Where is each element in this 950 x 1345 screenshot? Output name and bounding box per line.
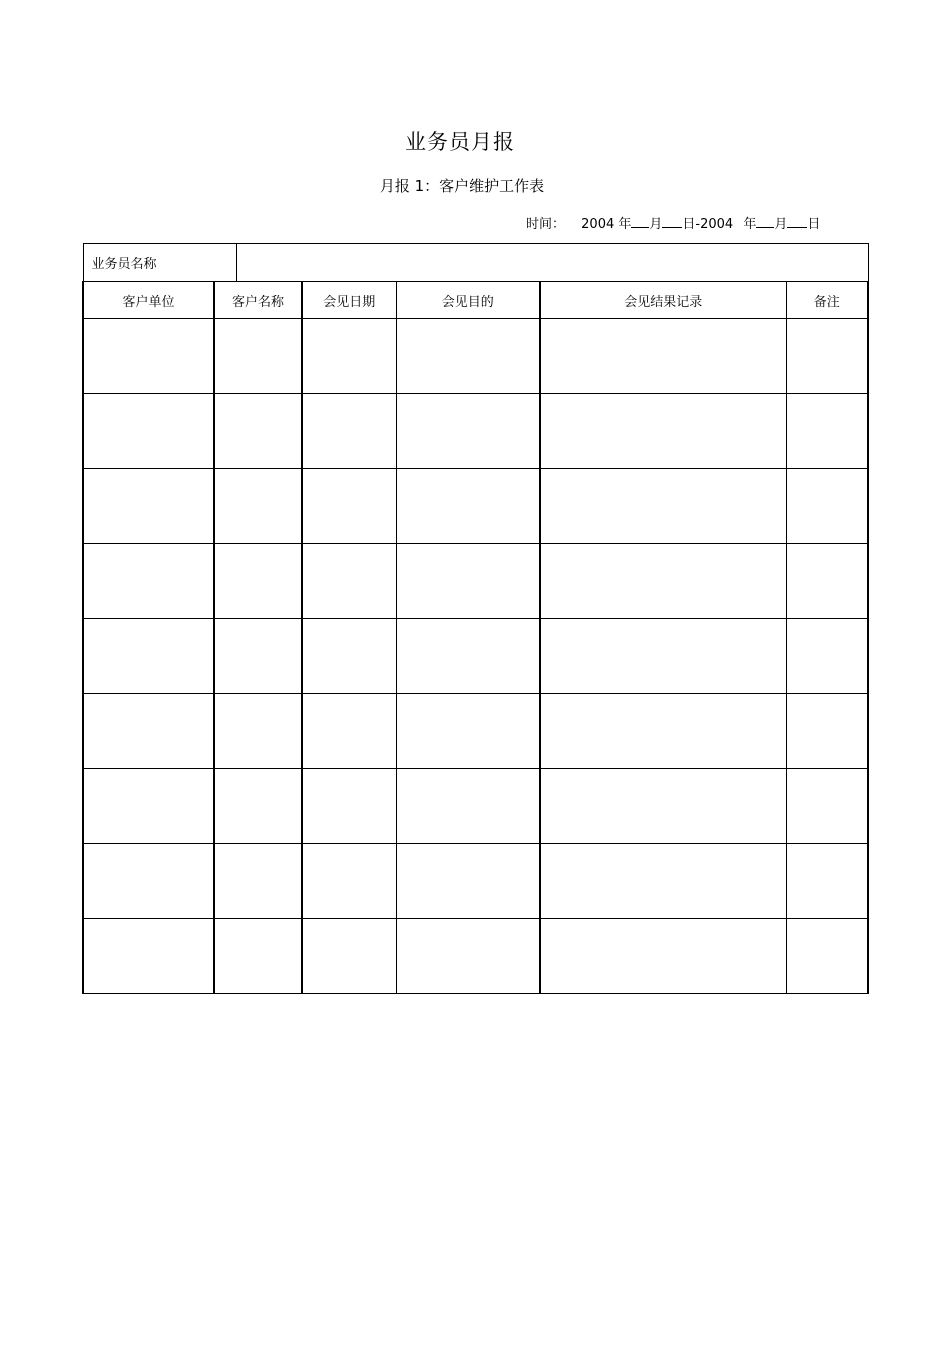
remarks-cell[interactable] bbox=[786, 544, 868, 619]
meeting-purpose-cell[interactable] bbox=[396, 319, 540, 394]
start-year: 2004 年 bbox=[581, 217, 632, 232]
customer-unit-cell[interactable] bbox=[83, 319, 214, 394]
date-range bbox=[526, 213, 820, 232]
customer-maintenance-table bbox=[82, 243, 869, 994]
page-subtitle: 月报 1：客户维护工作表 bbox=[379, 177, 545, 195]
meeting-date-cell[interactable] bbox=[302, 769, 396, 844]
meeting-date-cell[interactable] bbox=[302, 919, 396, 994]
customer-name-cell[interactable] bbox=[214, 544, 302, 619]
customer-name-cell[interactable] bbox=[214, 844, 302, 919]
remarks-cell[interactable] bbox=[786, 694, 868, 769]
table-row bbox=[83, 319, 868, 394]
customer-unit-cell[interactable] bbox=[83, 694, 214, 769]
table-row bbox=[83, 844, 868, 919]
table-row bbox=[83, 469, 868, 544]
customer-name-cell[interactable] bbox=[214, 769, 302, 844]
meeting-date-cell[interactable] bbox=[302, 544, 396, 619]
end-month-label: 月 bbox=[774, 217, 788, 232]
meeting-date-cell[interactable] bbox=[302, 694, 396, 769]
meeting-purpose-cell[interactable] bbox=[396, 544, 540, 619]
end-month-blank[interactable] bbox=[756, 215, 774, 228]
meeting-result-cell[interactable] bbox=[540, 694, 786, 769]
end-day-blank[interactable] bbox=[787, 215, 807, 228]
col-header-customer-name: 客户名称 bbox=[214, 282, 302, 319]
salesperson-field[interactable] bbox=[236, 244, 868, 282]
meeting-result-cell[interactable] bbox=[540, 469, 786, 544]
table-row bbox=[83, 694, 868, 769]
end-day-label: 日 bbox=[807, 217, 821, 232]
meeting-date-cell[interactable] bbox=[302, 619, 396, 694]
meeting-result-cell[interactable] bbox=[540, 544, 786, 619]
remarks-cell[interactable] bbox=[786, 469, 868, 544]
meeting-purpose-cell[interactable] bbox=[396, 394, 540, 469]
customer-unit-cell[interactable] bbox=[83, 544, 214, 619]
col-header-customer-unit: 客户单位 bbox=[83, 282, 214, 319]
col-header-remarks: 备注 bbox=[786, 282, 868, 319]
meeting-result-cell[interactable] bbox=[540, 844, 786, 919]
salesperson-label: 业务员名称 bbox=[83, 244, 236, 282]
meeting-purpose-cell[interactable] bbox=[396, 469, 540, 544]
meeting-purpose-cell[interactable] bbox=[396, 694, 540, 769]
customer-unit-cell[interactable] bbox=[83, 844, 214, 919]
remarks-cell[interactable] bbox=[786, 769, 868, 844]
meeting-result-cell[interactable] bbox=[540, 319, 786, 394]
customer-name-cell[interactable] bbox=[214, 919, 302, 994]
start-day-blank[interactable] bbox=[662, 215, 682, 228]
customer-name-cell[interactable] bbox=[214, 394, 302, 469]
table-row bbox=[83, 394, 868, 469]
col-header-meeting-purpose: 会见目的 bbox=[396, 282, 540, 319]
meeting-result-cell[interactable] bbox=[540, 619, 786, 694]
header-row bbox=[83, 282, 868, 319]
customer-unit-cell[interactable] bbox=[83, 769, 214, 844]
meeting-date-cell[interactable] bbox=[302, 319, 396, 394]
meeting-result-cell[interactable] bbox=[540, 394, 786, 469]
customer-unit-cell[interactable] bbox=[83, 919, 214, 994]
table-row bbox=[83, 544, 868, 619]
date-label: 时间： bbox=[526, 217, 566, 232]
customer-unit-cell[interactable] bbox=[83, 469, 214, 544]
customer-name-cell[interactable] bbox=[214, 319, 302, 394]
table-row bbox=[83, 919, 868, 994]
customer-name-cell[interactable] bbox=[214, 619, 302, 694]
meeting-result-cell[interactable] bbox=[540, 919, 786, 994]
remarks-cell[interactable] bbox=[786, 394, 868, 469]
meeting-result-cell[interactable] bbox=[540, 769, 786, 844]
remarks-cell[interactable] bbox=[786, 619, 868, 694]
customer-unit-cell[interactable] bbox=[83, 619, 214, 694]
remarks-cell[interactable] bbox=[786, 319, 868, 394]
customer-name-cell[interactable] bbox=[214, 694, 302, 769]
meeting-purpose-cell[interactable] bbox=[396, 619, 540, 694]
salesperson-row bbox=[83, 244, 868, 282]
remarks-cell[interactable] bbox=[786, 844, 868, 919]
meeting-purpose-cell[interactable] bbox=[396, 844, 540, 919]
col-header-meeting-result: 会见结果记录 bbox=[540, 282, 786, 319]
col-header-meeting-date: 会见日期 bbox=[302, 282, 396, 319]
start-month-blank[interactable] bbox=[631, 215, 649, 228]
start-month-label: 月 bbox=[649, 217, 663, 232]
page-title: 业务员月报 bbox=[405, 130, 515, 154]
meeting-date-cell[interactable] bbox=[302, 844, 396, 919]
customer-name-cell[interactable] bbox=[214, 469, 302, 544]
table-row bbox=[83, 619, 868, 694]
meeting-date-cell[interactable] bbox=[302, 394, 396, 469]
meeting-purpose-cell[interactable] bbox=[396, 769, 540, 844]
meeting-date-cell[interactable] bbox=[302, 469, 396, 544]
customer-unit-cell[interactable] bbox=[83, 394, 214, 469]
table-body bbox=[83, 319, 868, 994]
table-row bbox=[83, 769, 868, 844]
remarks-cell[interactable] bbox=[786, 919, 868, 994]
start-day-separator: 日-2004 bbox=[682, 217, 734, 232]
end-year-label: 年 bbox=[743, 217, 757, 232]
meeting-purpose-cell[interactable] bbox=[396, 919, 540, 994]
